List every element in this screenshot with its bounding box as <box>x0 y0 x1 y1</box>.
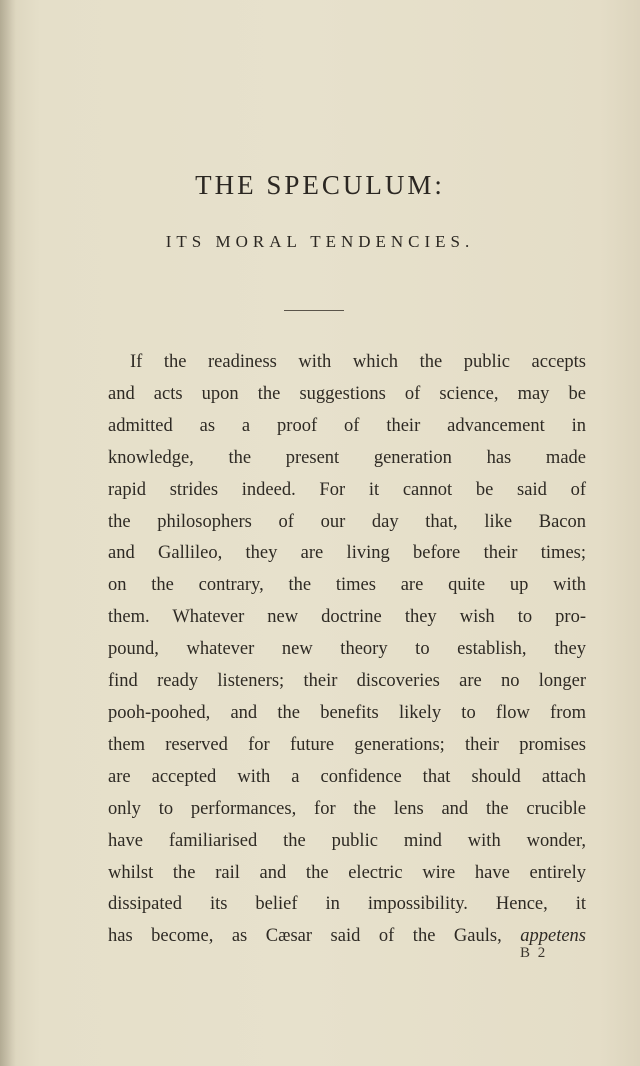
page-edge-shadow <box>0 0 16 1066</box>
text-line: knowledge, the present generation has made <box>108 447 586 468</box>
text-line: If the readiness with which the public accepts <box>130 352 586 372</box>
text-line: find ready listeners; their discoveries are no longer <box>108 671 586 692</box>
title-divider <box>284 310 344 311</box>
text-line: the philosophers of our day that, like Bacon <box>108 511 586 532</box>
text-line: pound, whatever new theory to establish, they <box>108 639 586 660</box>
text-line: have familiarised the public mind with wonder, <box>108 830 586 851</box>
page-title: THE SPECULUM: <box>195 170 445 200</box>
last-line-italic-word: appetens <box>520 926 587 947</box>
text-line: dissipated its belief in impossibility. Hence, it <box>108 894 586 915</box>
text-line: pooh-poohed, and the benefits likely to flow from <box>108 702 586 723</box>
last-line-text: has become, as Cæsar said of the Gauls, <box>108 926 502 947</box>
text-line: them. Whatever new doctrine they wish to pro- <box>108 607 586 628</box>
text-line: only to performances, for the lens and the crucible <box>108 798 586 819</box>
text-line: are accepted with a confidence that should attach <box>108 766 586 787</box>
body-paragraph <box>108 347 586 953</box>
text-line: and acts upon the suggestions of science, may be <box>108 383 586 404</box>
text-line: them reserved for future generations; their promises <box>108 734 586 755</box>
signature-mark: B 2 <box>520 945 548 961</box>
page-subtitle: ITS MORAL TENDENCIES. <box>165 232 475 251</box>
text-line: and Gallileo, they are living before their times; <box>108 543 586 564</box>
text-line-last <box>108 921 586 953</box>
text-line: rapid strides indeed. For it cannot be said of <box>108 479 586 500</box>
text-line: admitted as a proof of their advancement in <box>108 415 586 436</box>
text-line: on the contrary, the times are quite up with <box>108 575 586 596</box>
text-line: whilst the rail and the electric wire have entirely <box>108 862 586 883</box>
